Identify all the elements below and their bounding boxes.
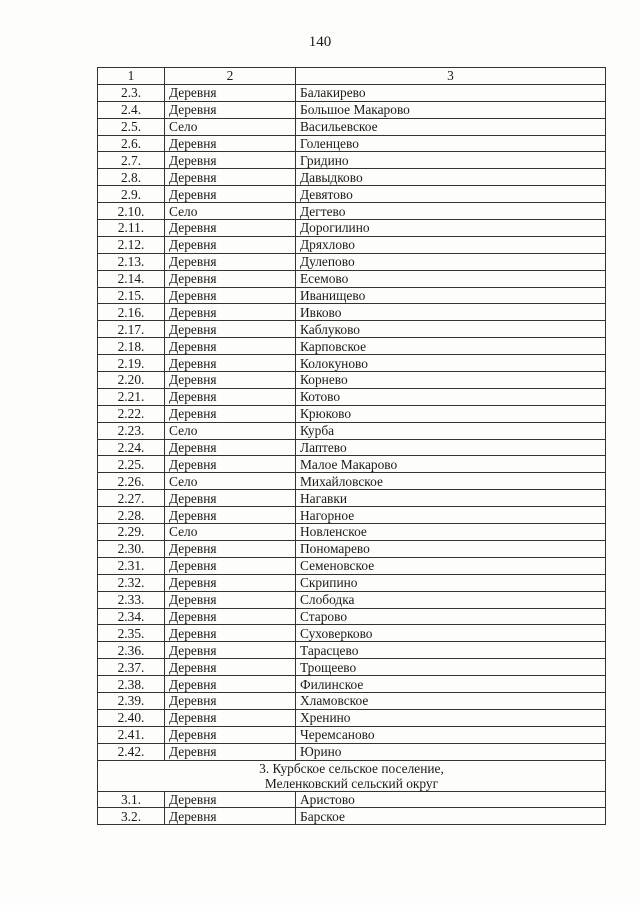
settlement-name-cell: Дряхлово <box>296 236 606 253</box>
settlement-name-cell: Дегтево <box>296 203 606 220</box>
table-row <box>98 287 606 304</box>
settlement-name-cell: Хренино <box>296 709 606 726</box>
settlement-type-cell: Деревня <box>165 709 296 726</box>
table-row <box>98 84 606 101</box>
table-row <box>98 321 606 338</box>
row-number-cell: 2.33. <box>98 591 165 608</box>
table-row <box>98 557 606 574</box>
settlement-name-cell: Дорогилино <box>296 220 606 237</box>
settlement-type-cell: Деревня <box>165 507 296 524</box>
settlements-table <box>97 67 606 825</box>
settlement-type-cell: Деревня <box>165 642 296 659</box>
section-line-2: Меленковский сельский округ <box>264 775 439 791</box>
settlement-type-cell: Деревня <box>165 135 296 152</box>
settlement-type-cell: Деревня <box>165 608 296 625</box>
table-row <box>98 236 606 253</box>
settlement-type-cell: Село <box>165 422 296 439</box>
settlement-type-cell: Деревня <box>165 169 296 186</box>
table-row <box>98 507 606 524</box>
settlement-type-cell: Деревня <box>165 726 296 743</box>
settlement-type-cell: Село <box>165 473 296 490</box>
table-row <box>98 270 606 287</box>
settlement-name-cell: Корнево <box>296 372 606 389</box>
table-row <box>98 456 606 473</box>
header-row <box>98 68 606 85</box>
settlement-name-cell: Ивково <box>296 304 606 321</box>
settlement-name-cell: Черемсаново <box>296 726 606 743</box>
row-number-cell: 2.29. <box>98 524 165 541</box>
settlement-name-cell: Слободка <box>296 591 606 608</box>
header-col-1: 1 <box>98 68 165 85</box>
settlement-name-cell: Нагорное <box>296 507 606 524</box>
settlement-name-cell: Трощеево <box>296 659 606 676</box>
row-number-cell: 2.14. <box>98 270 165 287</box>
settlement-name-cell: Карповское <box>296 338 606 355</box>
settlement-name-cell: Дулепово <box>296 253 606 270</box>
settlement-type-cell: Деревня <box>165 304 296 321</box>
settlement-type-cell: Деревня <box>165 540 296 557</box>
settlement-name-cell: Новленское <box>296 524 606 541</box>
settlement-type-cell: Деревня <box>165 490 296 507</box>
settlement-type-cell: Деревня <box>165 659 296 676</box>
row-number-cell: 2.23. <box>98 422 165 439</box>
table-row <box>98 169 606 186</box>
settlement-name-cell: Гридино <box>296 152 606 169</box>
page-number: 140 <box>308 34 332 50</box>
settlement-name-cell: Котово <box>296 388 606 405</box>
settlement-type-cell: Деревня <box>165 456 296 473</box>
header-col-3: 3 <box>296 68 606 85</box>
table-row <box>98 608 606 625</box>
section-line-1: 3. Курбское сельское поселение, <box>259 760 444 776</box>
settlement-name-cell: Хламовское <box>296 692 606 709</box>
settlement-name-cell: Иванищево <box>296 287 606 304</box>
table-row <box>98 743 606 760</box>
row-number-cell: 2.25. <box>98 456 165 473</box>
table-row <box>98 473 606 490</box>
table-row <box>98 625 606 642</box>
row-number-cell: 2.17. <box>98 321 165 338</box>
settlement-name-cell: Пономарево <box>296 540 606 557</box>
settlement-name-cell: Колокуново <box>296 355 606 372</box>
settlement-name-cell: Михайловское <box>296 473 606 490</box>
row-number-cell: 2.22. <box>98 405 165 422</box>
row-number-cell: 2.19. <box>98 355 165 372</box>
table-row <box>98 203 606 220</box>
table-row <box>98 152 606 169</box>
settlement-type-cell: Деревня <box>165 236 296 253</box>
row-number-cell: 2.6. <box>98 135 165 152</box>
settlement-type-cell: Деревня <box>165 220 296 237</box>
table-row <box>98 388 606 405</box>
settlement-type-cell: Деревня <box>165 388 296 405</box>
settlement-name-cell: Нагавки <box>296 490 606 507</box>
table-row <box>98 642 606 659</box>
settlement-name-cell: Крюково <box>296 405 606 422</box>
row-number-cell: 2.7. <box>98 152 165 169</box>
settlement-name-cell: Малое Макарово <box>296 456 606 473</box>
row-number-cell: 2.28. <box>98 507 165 524</box>
row-number-cell: 2.9. <box>98 186 165 203</box>
row-number-cell: 2.31. <box>98 557 165 574</box>
row-number-cell: 2.16. <box>98 304 165 321</box>
row-number-cell: 3.2. <box>98 808 165 825</box>
row-number-cell: 2.15. <box>98 287 165 304</box>
settlement-name-cell: Аристово <box>296 791 606 808</box>
settlement-type-cell: Село <box>165 203 296 220</box>
table-row <box>98 405 606 422</box>
settlement-name-cell: Девятово <box>296 186 606 203</box>
settlement-type-cell: Деревня <box>165 152 296 169</box>
settlement-type-cell: Деревня <box>165 808 296 825</box>
row-number-cell: 2.42. <box>98 743 165 760</box>
table-row <box>98 791 606 808</box>
section-heading <box>98 760 606 791</box>
table-row <box>98 338 606 355</box>
settlement-type-cell: Деревня <box>165 372 296 389</box>
settlement-name-cell: Лаптево <box>296 439 606 456</box>
settlement-name-cell: Тарасцево <box>296 642 606 659</box>
settlement-type-cell: Деревня <box>165 439 296 456</box>
row-number-cell: 2.40. <box>98 709 165 726</box>
settlement-name-cell: Скрипино <box>296 574 606 591</box>
tail-body <box>98 791 606 825</box>
row-number-cell: 3.1. <box>98 791 165 808</box>
row-number-cell: 2.11. <box>98 220 165 237</box>
row-number-cell: 2.37. <box>98 659 165 676</box>
settlement-type-cell: Деревня <box>165 692 296 709</box>
row-number-cell: 2.34. <box>98 608 165 625</box>
settlement-name-cell: Давыдково <box>296 169 606 186</box>
table-row <box>98 692 606 709</box>
table-row <box>98 220 606 237</box>
settlement-type-cell: Село <box>165 118 296 135</box>
table-row <box>98 490 606 507</box>
settlement-name-cell: Семеновское <box>296 557 606 574</box>
settlement-type-cell: Деревня <box>165 591 296 608</box>
settlement-type-cell: Деревня <box>165 270 296 287</box>
settlement-type-cell: Деревня <box>165 253 296 270</box>
table-row <box>98 524 606 541</box>
settlement-name-cell: Голенцево <box>296 135 606 152</box>
settlement-type-cell: Деревня <box>165 84 296 101</box>
row-number-cell: 2.8. <box>98 169 165 186</box>
header-col-2: 2 <box>165 68 296 85</box>
row-number-cell: 2.4. <box>98 101 165 118</box>
row-number-cell: 2.41. <box>98 726 165 743</box>
table-row <box>98 422 606 439</box>
row-number-cell: 2.35. <box>98 625 165 642</box>
rows-body <box>98 84 606 760</box>
table-row <box>98 540 606 557</box>
table-row <box>98 726 606 743</box>
row-number-cell: 2.12. <box>98 236 165 253</box>
table-row <box>98 659 606 676</box>
row-number-cell: 2.38. <box>98 676 165 693</box>
table-row <box>98 709 606 726</box>
row-number-cell: 2.30. <box>98 540 165 557</box>
settlement-name-cell: Юрино <box>296 743 606 760</box>
row-number-cell: 2.5. <box>98 118 165 135</box>
row-number-cell: 2.3. <box>98 84 165 101</box>
settlement-type-cell: Деревня <box>165 557 296 574</box>
settlement-type-cell: Деревня <box>165 676 296 693</box>
settlement-type-cell: Деревня <box>165 101 296 118</box>
settlement-name-cell: Филинское <box>296 676 606 693</box>
table-row <box>98 118 606 135</box>
settlement-name-cell: Каблуково <box>296 321 606 338</box>
settlement-name-cell: Есемово <box>296 270 606 287</box>
settlement-type-cell: Деревня <box>165 791 296 808</box>
section-row <box>98 760 606 791</box>
settlement-type-cell: Село <box>165 524 296 541</box>
table-row <box>98 135 606 152</box>
settlement-type-cell: Деревня <box>165 186 296 203</box>
table-row <box>98 355 606 372</box>
row-number-cell: 2.26. <box>98 473 165 490</box>
table-row <box>98 304 606 321</box>
settlement-name-cell: Большое Макарово <box>296 101 606 118</box>
table-row <box>98 676 606 693</box>
settlement-type-cell: Деревня <box>165 625 296 642</box>
table-row <box>98 372 606 389</box>
settlement-name-cell: Суховерково <box>296 625 606 642</box>
settlement-name-cell: Васильевское <box>296 118 606 135</box>
row-number-cell: 2.27. <box>98 490 165 507</box>
row-number-cell: 2.21. <box>98 388 165 405</box>
table-row <box>98 574 606 591</box>
row-number-cell: 2.20. <box>98 372 165 389</box>
settlement-type-cell: Деревня <box>165 574 296 591</box>
settlement-type-cell: Деревня <box>165 287 296 304</box>
row-number-cell: 2.36. <box>98 642 165 659</box>
row-number-cell: 2.39. <box>98 692 165 709</box>
settlement-type-cell: Деревня <box>165 321 296 338</box>
row-number-cell: 2.18. <box>98 338 165 355</box>
settlement-type-cell: Деревня <box>165 743 296 760</box>
table-row <box>98 253 606 270</box>
row-number-cell: 2.10. <box>98 203 165 220</box>
settlement-name-cell: Курба <box>296 422 606 439</box>
row-number-cell: 2.13. <box>98 253 165 270</box>
settlement-type-cell: Деревня <box>165 338 296 355</box>
table-row <box>98 186 606 203</box>
table-row <box>98 101 606 118</box>
settlement-name-cell: Балакирево <box>296 84 606 101</box>
table-row <box>98 591 606 608</box>
table-row <box>98 439 606 456</box>
row-number-cell: 2.24. <box>98 439 165 456</box>
settlement-name-cell: Барское <box>296 808 606 825</box>
settlement-type-cell: Деревня <box>165 405 296 422</box>
settlement-type-cell: Деревня <box>165 355 296 372</box>
settlement-name-cell: Старово <box>296 608 606 625</box>
table-row <box>98 808 606 825</box>
row-number-cell: 2.32. <box>98 574 165 591</box>
